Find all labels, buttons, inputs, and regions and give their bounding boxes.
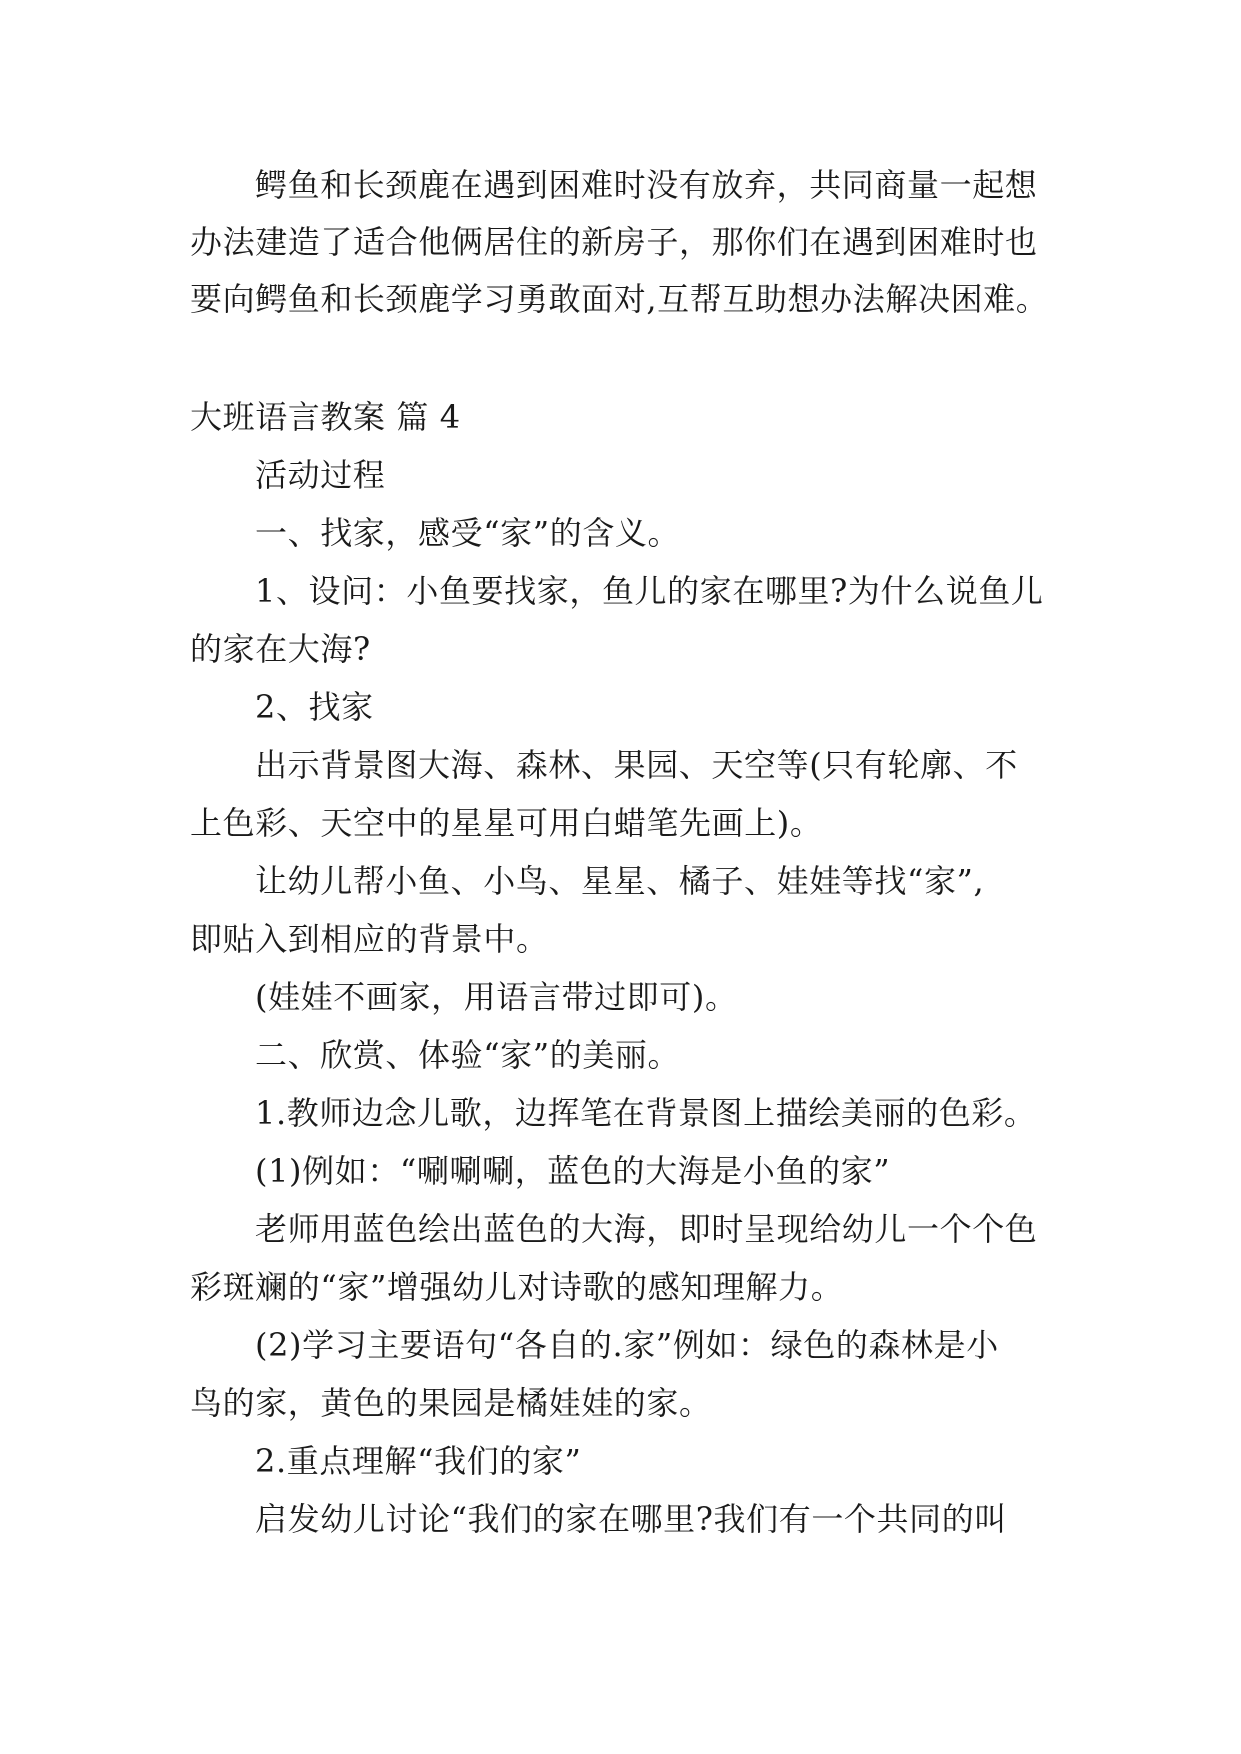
paragraph-line: 1.教师边念儿歌，边挥笔在背景图上描绘美丽的色彩。 — [255, 1094, 1037, 1132]
paragraph-line: 上色彩、天空中的星星可用白蜡笔先画上)。 — [190, 804, 823, 842]
paragraph-line: 让幼儿帮小鱼、小鸟、星星、橘子、娃娃等找“家”, — [255, 862, 985, 900]
section-heading: 大班语言教案 篇 4 — [190, 398, 461, 436]
paragraph-line: 办法建造了适合他俩居住的新房子，那你们在遇到困难时也 — [190, 223, 1038, 261]
paragraph-line: 即贴入到相应的背景中。 — [190, 920, 549, 958]
paragraph-line: 鳄鱼和长颈鹿在遇到困难时没有放弃，共同商量一起想 — [255, 166, 1038, 204]
paragraph-line: 二、欣赏、体验“家”的美丽。 — [255, 1036, 681, 1074]
paragraph-line: 彩斑斓的“家”增强幼儿对诗歌的感知理解力。 — [190, 1268, 844, 1306]
paragraph-line: 1、设问：小鱼要找家，鱼儿的家在哪里?为什么说鱼儿 — [255, 572, 1044, 610]
paragraph-line: 启发幼儿讨论“我们的家在哪里?我们有一个共同的叫 — [255, 1500, 1007, 1538]
paragraph-line: 一、找家，感受“家”的含义。 — [255, 514, 681, 552]
paragraph-line: 的家在大海? — [190, 630, 371, 668]
subheading: 活动过程 — [255, 456, 386, 494]
paragraph-line: 2、找家 — [255, 688, 374, 726]
paragraph-line: 鸟的家，黄色的果园是橘娃娃的家。 — [190, 1384, 712, 1422]
paragraph-line: (1)例如：“唰唰唰，蓝色的大海是小鱼的家” — [255, 1152, 891, 1190]
paragraph-line: 要向鳄鱼和长颈鹿学习勇敢面对,互帮互助想办法解决困难。 — [190, 280, 1049, 318]
paragraph-line: 出示背景图大海、森林、果园、天空等(只有轮廓、不 — [255, 746, 1018, 784]
paragraph-line: 老师用蓝色绘出蓝色的大海，即时呈现给幼儿一个个色 — [255, 1210, 1038, 1248]
paragraph-line: (娃娃不画家，用语言带过即可)。 — [255, 978, 738, 1016]
paragraph-line: (2)学习主要语句“各自的.家”例如：绿色的森林是小 — [255, 1326, 999, 1364]
paragraph-line: 2.重点理解“我们的家” — [255, 1442, 582, 1480]
